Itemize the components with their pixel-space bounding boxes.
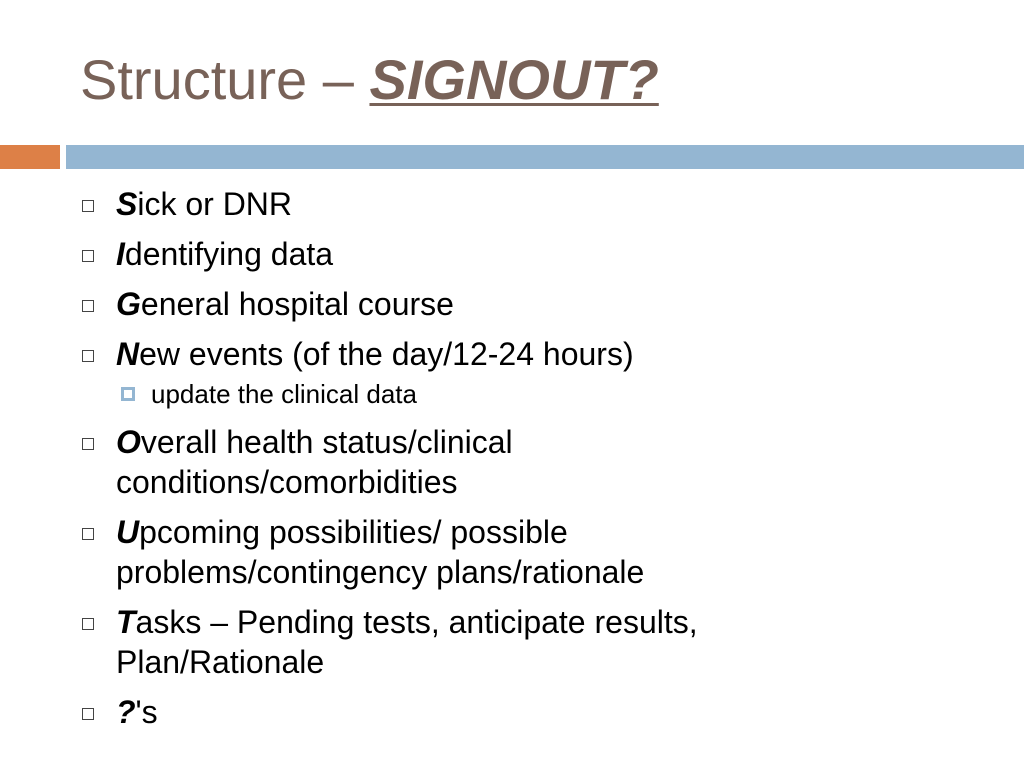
bullet-tasks: Tasks – Pending tests, anticipate results, Plan/Rationale: [0, 602, 836, 682]
square-bullet-icon: [82, 300, 94, 312]
bullet-questions: ?'s: [0, 692, 836, 732]
bullet-new-events: New events (of the day/12-24 hours): [0, 334, 836, 374]
bullet-identifying: Identifying data: [0, 234, 836, 274]
square-bullet-icon: [82, 438, 94, 450]
filled-square-bullet-icon: [121, 387, 135, 401]
square-bullet-icon: [82, 250, 94, 262]
bullet-general: General hospital course: [0, 284, 836, 324]
square-bullet-icon: [82, 200, 94, 212]
square-bullet-icon: [82, 618, 94, 630]
sub-bullet-update: update the clinical data: [0, 376, 1024, 412]
square-bullet-icon: [82, 350, 94, 362]
bullet-sick: Sick or DNR: [0, 184, 836, 224]
bullet-list: [0, 184, 1024, 742]
accent-band-blue: [66, 145, 1024, 169]
square-bullet-icon: [82, 708, 94, 720]
title-prefix: Structure –: [80, 48, 370, 111]
accent-band-orange: [0, 145, 60, 169]
bullet-upcoming: Upcoming possibilities/ possible problems/contingency plans/rationale: [0, 512, 836, 592]
bullet-overall: Overall health status/clinical conditions/comorbidities: [0, 422, 836, 502]
square-bullet-icon: [82, 528, 94, 540]
slide-title: [80, 46, 659, 113]
title-emphasis: SIGNOUT?: [369, 48, 659, 111]
